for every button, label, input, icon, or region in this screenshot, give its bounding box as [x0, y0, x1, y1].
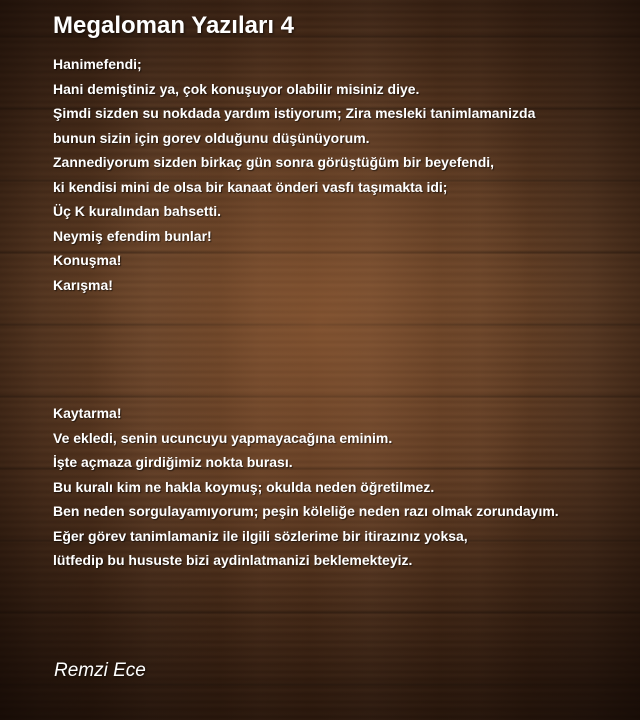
poem-line: Ve ekledi, senin ucuncuyu yapmayacağına eminim.	[53, 429, 393, 446]
poem-line: lütfedip bu hususte bizi aydinlatmanizi beklemekteyiz.	[53, 552, 413, 568]
poem-line: İşte açmaza girdiğimiz nokta burası.	[53, 454, 293, 470]
poem-line: Üç K kuralından bahsetti.	[53, 203, 222, 219]
poem-title: Megaloman Yazıları 4	[53, 12, 294, 39]
poem-line: Ben neden sorgulayamıyorum; peşin köleliğe neden razı olmak zorundayım.	[53, 503, 559, 519]
poem-line: ki kendisi mini de olsa bir kanaat önderi vasfı taşımakta idi;	[53, 178, 448, 195]
poem-author: Remzi Ece	[54, 660, 146, 681]
poem-line: Hani demiştiniz ya, çok konuşuyor olabilir misiniz diye.	[53, 80, 420, 97]
poem-body	[53, 52, 638, 573]
poem-line: Zannediyorum sizden birkaç gün sonra görüştüğüm bir beyefendi,	[53, 154, 495, 170]
poem-line: bunun sizin için gorev olduğunu düşünüyorum.	[53, 129, 370, 146]
poem-line: Kaytarma!	[53, 405, 122, 421]
poem-line: Konuşma!	[53, 252, 122, 268]
poem-line: Şimdi sizden su nokdada yardım istiyorum; Zira mesleki tanimlamanizda	[53, 105, 536, 121]
poem-line: Neymiş efendim bunlar!	[53, 227, 212, 244]
poem-line: Karışma!	[53, 276, 113, 293]
poem-line: Hanimefendi;	[53, 56, 142, 72]
poem-line: Bu kuralı kim ne hakla koymuş; okulda neden öğretilmez.	[53, 478, 435, 495]
stanza-2	[53, 401, 638, 573]
poem-line: Eğer görev tanimlamaniz ile ilgili sözlerime bir itirazınız yoksa,	[53, 527, 468, 544]
stanza-1	[53, 52, 638, 297]
